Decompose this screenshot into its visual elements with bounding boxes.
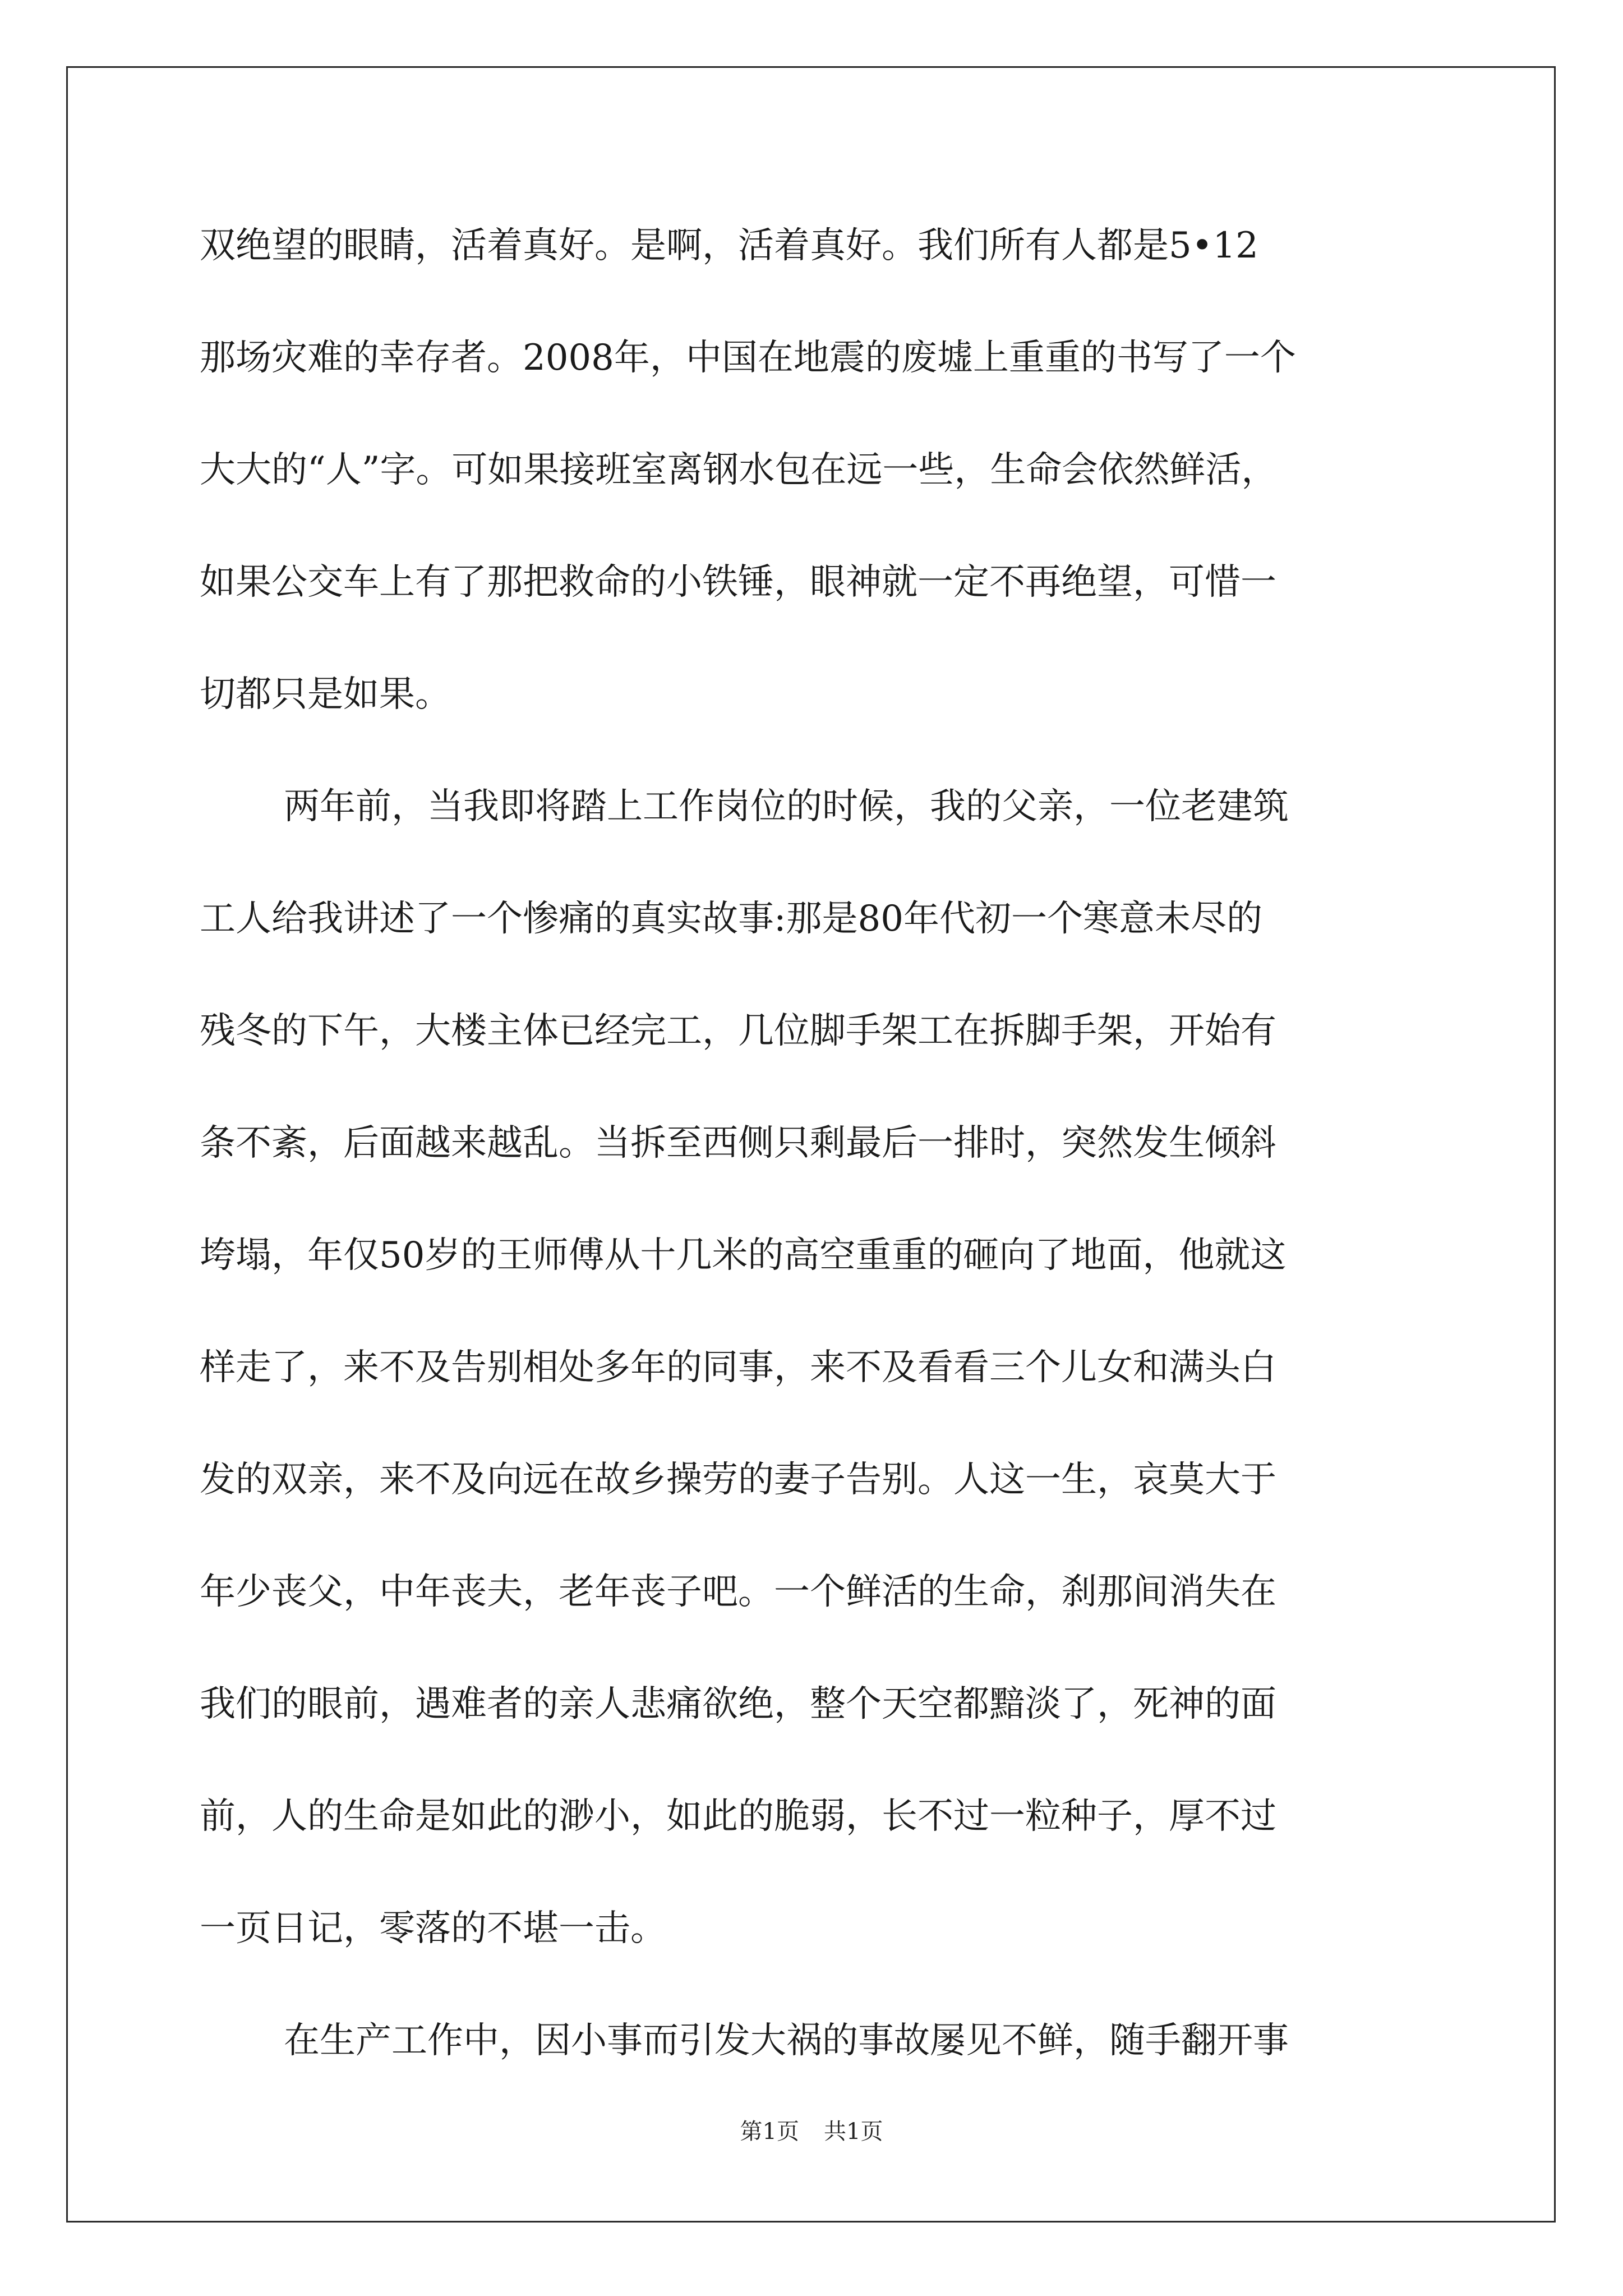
text-line: 一页日记，零落的不堪一击。 xyxy=(200,1908,666,1949)
text-line: 条不紊，后面越来越乱。当拆至西侧只剩最后一排时，突然发生倾斜 xyxy=(200,1122,1276,1164)
paragraph-first-line: 在生产工作中，因小事而引发大祸的事故屡见不鲜，随手翻开事 xyxy=(284,2020,1289,2062)
text-line: 如果公交车上有了那把救命的小铁锤，眼神就一定不再绝望，可惜一 xyxy=(200,562,1276,603)
text-line: 工人给我讲述了一个惨痛的真实故事:那是80年代初一个寒意未尽的 xyxy=(200,898,1262,940)
text-line: 发的双亲，来不及向远在故乡操劳的妻子告别。人这一生，哀莫大于 xyxy=(200,1459,1276,1501)
text-line: 前，人的生命是如此的渺小，如此的脆弱，长不过一粒种子，厚不过 xyxy=(200,1796,1276,1837)
text-line: 切都只是如果。 xyxy=(200,674,451,715)
text-line: 年少丧父，中年丧夫，老年丧子吧。一个鲜活的生命，刹那间消失在 xyxy=(200,1571,1276,1613)
text-line: 双绝望的眼睛，活着真好。是啊，活着真好。我们所有人都是5•12 xyxy=(200,225,1258,266)
text-line: 残冬的下午，大楼主体已经完工，几位脚手架工在拆脚手架，开始有 xyxy=(200,1010,1276,1052)
text-line: 样走了，来不及告别相处多年的同事，来不及看看三个儿女和满头白 xyxy=(200,1347,1276,1388)
page-total: 共1页 xyxy=(824,2119,883,2145)
page-number: 第1页 xyxy=(740,2119,799,2145)
text-line: 我们的眼前，遇难者的亲人悲痛欲绝，整个天空都黯淡了，死神的面 xyxy=(200,1683,1276,1725)
paragraph-first-line: 两年前，当我即将踏上工作岗位的时候，我的父亲，一位老建筑 xyxy=(284,786,1289,827)
text-line: 那场灾难的幸存者。2008年，中国在地震的废墟上重重的书写了一个 xyxy=(200,337,1296,379)
text-line: 大大的“人”字。可如果接班室离钢水包在远一些，生命会依然鲜活， xyxy=(200,449,1278,491)
page-footer xyxy=(0,2118,1623,2146)
text-line: 垮塌，年仅50岁的王师傅从十几米的高空重重的砸向了地面，他就这 xyxy=(200,1235,1287,1276)
